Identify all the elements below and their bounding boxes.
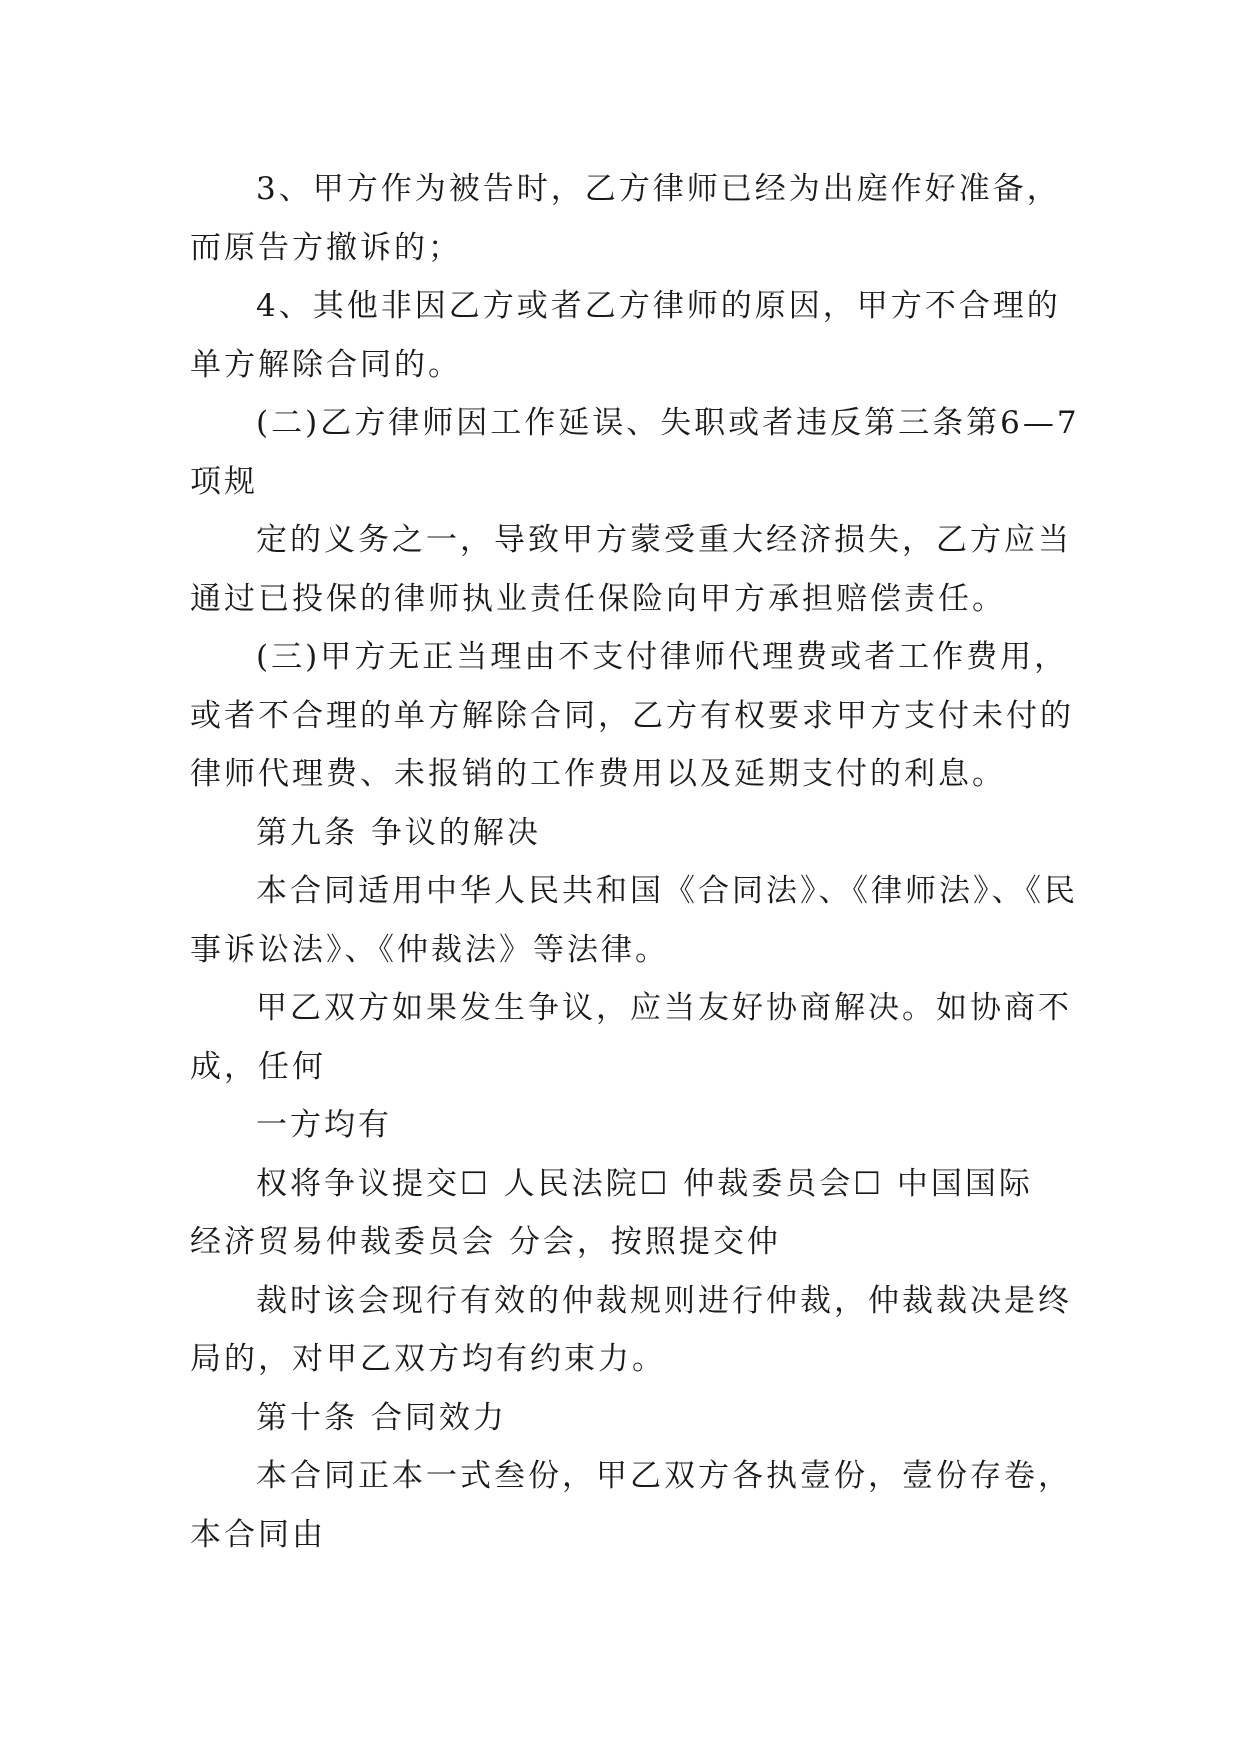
text-line: 律师代理费、未报销的工作费用以及延期支付的利息。 [190, 756, 1006, 792]
text-line: 单方解除合同的。 [190, 346, 462, 383]
text-line: (二)乙方律师因工作延误、失职或者违反第三条第6—7 [256, 405, 1080, 441]
text-line: 而原告方撤诉的； [190, 229, 462, 266]
text-line: 定的义务之一，导致甲方蒙受重大经济损失，乙方应当 [256, 522, 1072, 558]
text-line: 或者不合理的单方解除合同，乙方有权要求甲方支付未付的 [190, 697, 1074, 734]
text-line: 事诉讼法》、《仲裁法》等法律。 [190, 931, 669, 968]
text-line: 经济贸易仲裁委员会 分会，按照提交仲 [190, 1224, 781, 1260]
text-line: 一方均有 [256, 1107, 392, 1143]
text-line: 3、甲方作为被告时，乙方律师已经为出庭作好准备， [256, 171, 1061, 207]
contract-text-body [190, 160, 1080, 1564]
text-line: 权将争议提交☐ 人民法院☐ 仲裁委员会☐ 中国国际 [256, 1165, 1033, 1202]
text-line: 本合同适用中华人民共和国《合同法》、《律师法》、《民 [256, 873, 1078, 909]
text-line: 本合同由 [190, 1516, 326, 1553]
text-line: 甲乙双方如果发生争议，应当友好协商解决。如协商不 [256, 990, 1072, 1026]
text-line: 第十条 合同效力 [256, 1399, 507, 1436]
text-line: 第九条 争议的解决 [256, 814, 541, 851]
text-line: (三)甲方无正当理由不支付律师代理费或者工作费用， [256, 639, 1069, 675]
text-line: 项规 [190, 463, 258, 500]
text-line: 局的，对甲乙双方均有约束力。 [190, 1341, 666, 1377]
text-line: 本合同正本一式叁份，甲乙双方各执壹份，壹份存卷， [256, 1458, 1072, 1494]
text-line: 通过已投保的律师执业责任保险向甲方承担赔偿责任。 [190, 580, 1006, 617]
text-line: 裁时该会现行有效的仲裁规则进行仲裁，仲裁裁决是终 [256, 1282, 1072, 1319]
text-line: 成，任何 [190, 1048, 326, 1085]
text-line: 4、其他非因乙方或者乙方律师的原因，甲方不合理的 [256, 288, 1061, 324]
